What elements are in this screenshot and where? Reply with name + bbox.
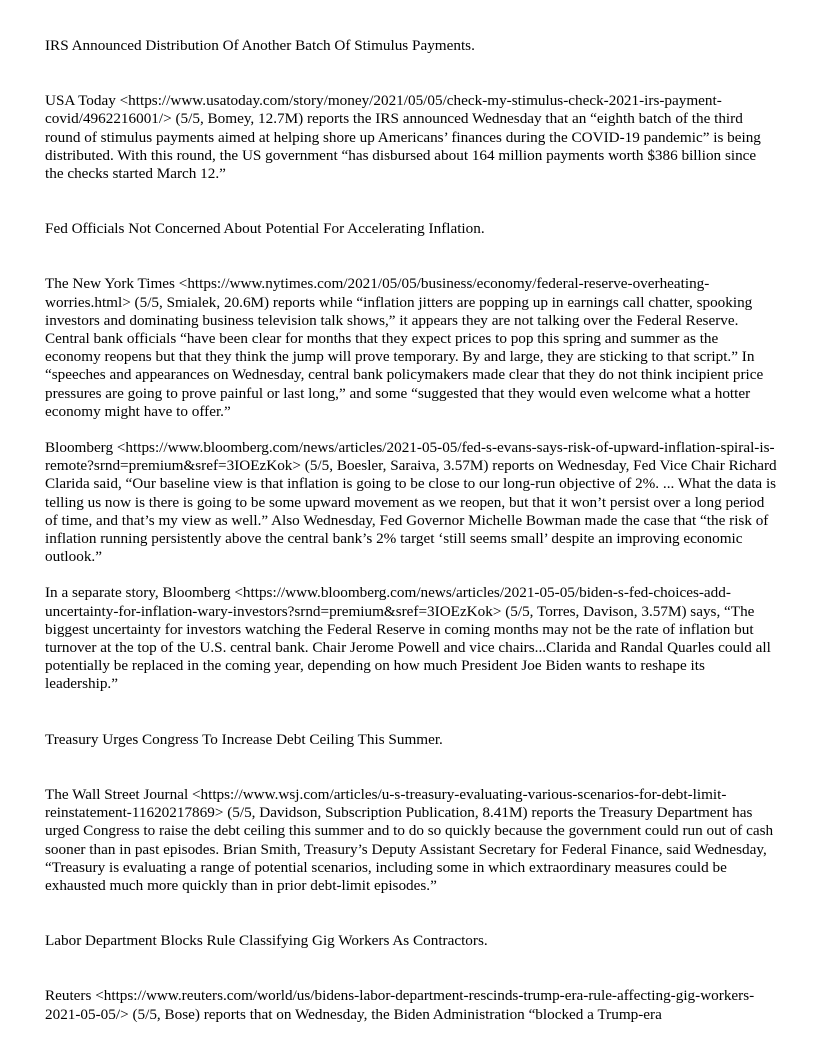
article-paragraph: USA Today <https://www.usatoday.com/story/money/2021/05/05/check-my-stimulus-check-2021-irs-payment-covid/4962216001/> (5/5, Bomey, 12.7M) reports the IRS announced Wednesday that an “eighth batch of the third round of stimulus payments aimed at helping shore up Americans’ finances during the COVID-19 pandemic” is being distributed. With this round, the US government “has disbursed about 164 million payments worth $386 billion since the checks started March 12.” — [45, 92, 761, 183]
article-paragraph: In a separate story, Bloomberg <https://www.bloomberg.com/news/articles/2021-05-05/biden-s-fed-choices-add-uncertainty-for-inflation-wary-investors?srnd=premium&sref=3IOEzKok> (5/5, Torres, Davison, 3.57M) says, “The biggest uncertainty for investors watching the Federal Reserve in coming months may not be the rate of inflation but turnover at the top of the U.S. central bank. Chair Jerome Powell and vice chairs...Clarida and Randal Quarles could all potentially be replaced in the coming year, depending on how much President Joe Biden wants to reshape its leadership.” — [45, 584, 771, 693]
article-paragraph: Bloomberg <https://www.bloomberg.com/news/articles/2021-05-05/fed-s-evans-says-risk-of-upward-inflation-spiral-is-remote?srnd=premium&sref=3IOEzKok> (5/5, Boesler, Saraiva, 3.57M) reports on Wednesday, Fed Vice Chair Richard Clarida said, “Our baseline view is that inflation is going to be close to our long-run objective of 2%. ... What the data is telling us now is there is going to be some upward movement as we reopen, but that it won’t persist over a long period of time, and that’s my view as well.” Also Wednesday, Fed Governor Michelle Bowman made the case that “the risk of inflation running persistently above the central bank’s 2% target ‘still seems small’ despite an improving economic outlook.” — [45, 439, 777, 566]
headline-fed-inflation: Fed Officials Not Concerned About Potential For Accelerating Inflation. — [45, 220, 485, 238]
article-paragraph: The Wall Street Journal <https://www.wsj.com/articles/u-s-treasury-evaluating-various-scenarios-for-debt-limit-reinstatement-11620217869> (5/5, Davidson, Subscription Publication, 8.41M) reports the Treasury Department has urged Congress to raise the debt ceiling this summer and to do so quickly because the government could run out of cash sooner than in past episodes. Brian Smith, Treasury’s Deputy Assistant Secretary for Federal Finance, said Wednesday, “Treasury is evaluating a range of potential scenarios, including some in which extraordinary measures could be exhausted much more quickly than in prior debt-limit episodes.” — [45, 785, 774, 894]
document-page — [45, 37, 777, 1042]
headline-irs-stimulus: IRS Announced Distribution Of Another Batch Of Stimulus Payments. — [45, 37, 475, 54]
article-paragraph: The New York Times <https://www.nytimes.com/2021/05/05/business/economy/federal-reserve-overheating-worries.html> (5/5, Smialek, 20.6M) reports while “inflation jitters are popping up in earnings call chatter, spooking investors and dominating business television talk shows,” it appears they are not talking over the Federal Reserve. Central bank officials “have been clear for months that they expect prices to pop this spring and summer as the economy reopens but that they think the jump will prove temporary. By and large, they are sticking to that script.” In “speeches and appearances on Wednesday, central bank policymakers made clear that they do not think incipient price pressures are going to prove painful or last long,” and some “suggested that they would even welcome what a hotter economy might have to offer.” — [45, 275, 764, 420]
headline-labor-gig-workers: Labor Department Blocks Rule Classifying Gig Workers As Contractors. — [45, 932, 488, 950]
headline-treasury-debt-ceiling: Treasury Urges Congress To Increase Debt Ceiling This Summer. — [45, 730, 443, 748]
article-paragraph: Reuters <https://www.reuters.com/world/us/bidens-labor-department-rescinds-trump-era-rule-affecting-gig-workers-2021-05-05/> (5/5, Bose) reports that on Wednesday, the Biden Administration “blocked a Trump-era — [45, 987, 755, 1023]
